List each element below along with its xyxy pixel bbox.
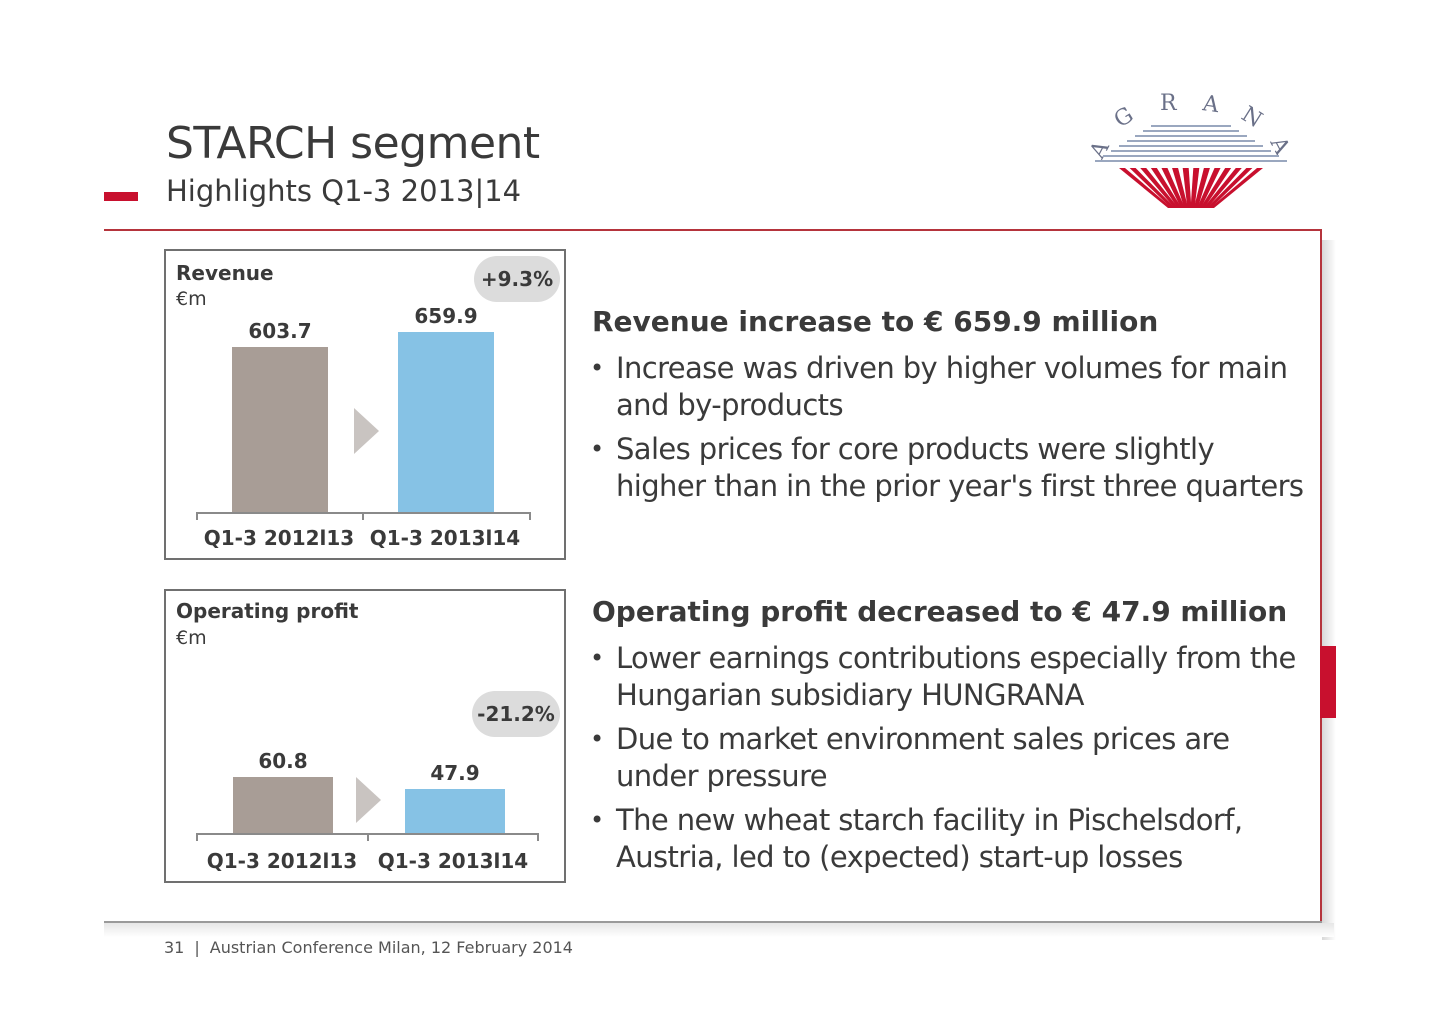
content-frame-bottom <box>104 921 1322 923</box>
content-frame-right <box>1320 229 1322 923</box>
chart-title: Operating profit <box>176 599 359 623</box>
logo-field-stripes <box>1119 168 1263 208</box>
bar-value-label: 47.9 <box>430 761 480 785</box>
category-label: Q1-3 2012l13 <box>206 849 358 873</box>
revenue-bullet-list <box>590 350 1310 512</box>
chart-unit: €m <box>176 627 207 649</box>
chart-title: Revenue <box>176 261 274 285</box>
category-label: Q1-3 2013l14 <box>377 849 529 873</box>
change-badge: +9.3% <box>474 256 560 302</box>
bar-q1-3-2012-13 <box>232 347 328 512</box>
page-subtitle: Highlights Q1-3 2013|14 <box>166 174 522 208</box>
category-label: Q1-3 2013l14 <box>369 526 521 550</box>
axis-tick <box>537 833 539 841</box>
operating-profit-heading: Operating profit decreased to € 47.9 million <box>592 595 1288 628</box>
bar-value-label: 659.9 <box>414 304 478 328</box>
bar-q1-3-2013-14 <box>405 789 505 833</box>
footer-separator: | <box>194 938 200 957</box>
logo-letter: A <box>1264 133 1295 159</box>
page-number: 31 <box>164 938 185 957</box>
bullet-item: • The new wheat starch facility in Pischelsdorf, Austria, led to (expected) start-up losses <box>590 802 1312 876</box>
bar-value-label: 60.8 <box>258 749 308 773</box>
footer <box>164 938 573 957</box>
bar-q1-3-2012-13 <box>233 777 333 833</box>
growth-arrow-icon <box>354 408 379 454</box>
chart-unit: €m <box>176 288 207 310</box>
content-frame-shadow <box>1322 240 1336 940</box>
content-frame-bottom-shade <box>104 923 1334 937</box>
axis-tick <box>196 512 198 520</box>
agrana-logo <box>1080 80 1302 215</box>
operating-profit-bullet-list <box>590 640 1312 883</box>
page-title: STARCH segment <box>166 118 540 169</box>
axis-tick <box>367 833 369 841</box>
accent-bar <box>104 192 138 201</box>
bar-value-label: 603.7 <box>248 319 312 343</box>
revenue-heading: Revenue increase to € 659.9 million <box>592 305 1159 338</box>
bullet-item: • Due to market environment sales prices are under pressure <box>590 721 1312 795</box>
bar-q1-3-2013-14 <box>398 332 494 512</box>
bullet-item: • Increase was driven by higher volumes for main and by-products <box>590 350 1310 424</box>
bullet-item: • Sales prices for core products were slightly higher than in the prior year's first three quarters <box>590 431 1310 505</box>
logo-letter: G <box>1109 102 1139 134</box>
red-side-tab <box>1320 646 1336 718</box>
logo-letter: R <box>1160 91 1177 116</box>
logo-letter: A <box>1085 137 1115 163</box>
operating-profit-chart-box <box>164 589 566 883</box>
bullet-item: • Lower earnings contributions especially from the Hungarian subsidiary HUNGRANA <box>590 640 1312 714</box>
axis-tick <box>529 512 531 520</box>
axis-tick <box>362 512 364 520</box>
category-label: Q1-3 2012l13 <box>203 526 355 550</box>
change-badge: -21.2% <box>472 691 560 737</box>
logo-letter: N <box>1236 101 1267 134</box>
footer-event: Austrian Conference Milan, 12 February 2014 <box>209 938 573 957</box>
revenue-chart-box <box>164 249 566 560</box>
decline-arrow-icon <box>356 777 381 823</box>
content-frame-top <box>104 229 1322 231</box>
logo-letter: A <box>1201 91 1221 119</box>
axis-tick <box>196 833 198 841</box>
